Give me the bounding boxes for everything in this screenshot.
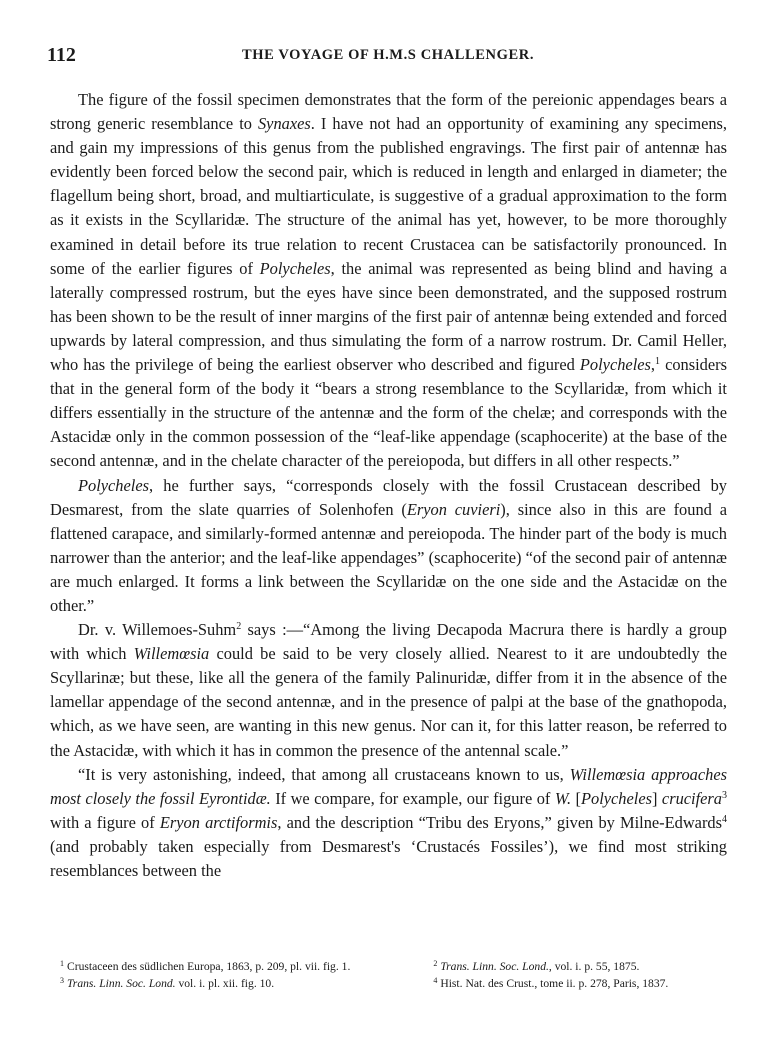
page-number: 112 (47, 44, 76, 66)
italic-text: Polycheles (259, 258, 331, 278)
paragraph (50, 474, 727, 619)
text-run: , he further says, “corresponds closely with the fossil Crustacean described by Desmarest, from the slate quarries of Solenhofen ( (50, 475, 727, 519)
body-text (50, 88, 727, 883)
footnotes (60, 958, 732, 992)
paragraph (50, 88, 727, 474)
footnote-ref: 3 (722, 789, 728, 801)
text-run: Dr. v. Willemoes-Suhm (78, 620, 237, 640)
text-run: , vol. i. p. 55, 1875. (548, 960, 640, 973)
italic-text: Polycheles (579, 355, 651, 375)
footnote (433, 975, 732, 992)
footnote-ref: 1 (655, 356, 661, 368)
italic-text: W. (554, 788, 572, 808)
text-run: , the animal was represented as being blind and having a laterally compressed rostrum, but the eyes have since been demonstrated, and the supposed rostrum has been shown to be the result of inner margins of the first pair of antennæ being extended and forced upwards by lateral compression, and thus simulating the form of a narrow rostrum. Dr. Camil Heller, who has the privilege of being the earliest observer who described and figured (50, 258, 727, 375)
text-run: says :—“Among the living Decapoda Macrura there is hardly a group with which (50, 620, 727, 664)
italic-text: Synaxes (257, 114, 311, 134)
italic-text: Polycheles (581, 788, 652, 808)
text-run: Hist. Nat. des Crust., tome ii. p. 278, Paris, 1837. (440, 977, 669, 990)
footnote-mark: 4 (433, 976, 438, 985)
italic-text: Trans. Linn. Soc. Lond. (440, 960, 549, 973)
paragraph (50, 763, 727, 883)
text-run: ] (652, 788, 662, 808)
italic-text: Eryon cuvieri (406, 499, 501, 519)
footnote-row (60, 975, 732, 992)
text-run: , and the description “Tribu des Eryons,” given by Milne-Edwards (277, 812, 722, 832)
text-run: “It is very astonishing, indeed, that among all crustaceans known to us, (78, 764, 570, 784)
footnote-mark: 3 (60, 976, 64, 985)
text-run: . I have not had an opportunity of examining any specimens, and gain my impressions of this genus from the published engravings. The first pair of antennæ has evidently been forced below the second pair, which is reduced in length and enlarged in diameter; the flagellum being short, broad, and multiarticulate, is suggestive of a gradual approximation to the form as it exists in the Scyllaridæ. The structure of the animal has yet, however, to be more thoroughly examined in detail before its true relation to recent Crustacea can be satisfactorily pronounced. In some of the earlier figures of (50, 114, 728, 278)
footnote (433, 958, 732, 975)
running-title: THE VOYAGE OF H.M.S CHALLENGER. (241, 47, 535, 63)
text-run: If we compare, for example, our figure of (270, 788, 555, 808)
page-header (47, 44, 729, 70)
footnote-mark: 1 (60, 959, 64, 968)
italic-text: crucifera (661, 788, 723, 808)
italic-text: Polycheles (78, 475, 149, 495)
italic-text: Willemœsia approaches most closely the fossil Eyrontidæ. (50, 764, 727, 808)
footnote-ref: 4 (721, 813, 727, 825)
footnote-ref: 2 (236, 621, 242, 633)
text-run: [ (571, 788, 581, 808)
text-run: vol. i. pl. xii. fig. 10. (175, 977, 275, 990)
footnote (60, 975, 433, 992)
text-run: (and probably taken especially from Desmarest's ‘Crustacés Fossiles’), we find most striking resemblances between the (50, 836, 727, 880)
text-run: ), since also in this are found a flattened carapace, and similarly-formed antennæ and pereiopoda. The hinder part of the body is much narrower than the anterior; and the leaf-like appendages” (scaphocerite) “of the second pair of antennæ are much enlarged. It forms a link between the Scyllaridæ on the one side and the Astacidæ on the other.” (50, 499, 727, 615)
italic-text: Eryon arctiformis (159, 812, 278, 832)
text-run: could be said to be very closely allied. Nearest to it are undoubtedly the Scyllarinæ; but these, like all the genera of the family Palinuridæ, differ from it in the absence of the lamellar appendage of the second antennæ, and in the presence of palpi at the base of the gnathopoda, which, as we have seen, are wanting in this new genus. Nor can it, for this latter reason, be referred to the Astacidæ, with which it has in common the presence of the antennal scale.” (50, 644, 727, 760)
paragraph (50, 618, 727, 763)
footnote-row (60, 958, 732, 975)
text-run: Crustaceen des südlichen Europa, 1863, p. 209, pl. vii. fig. 1. (67, 960, 351, 973)
italic-text: Willemœsia (133, 644, 210, 664)
text-run: considers that in the general form of the body it “bears a strong resemblance to the Scyllaridæ, from which it differs essentially in the structure of the antennæ and the form of the chelæ; and corresponds with the Astacidæ only in the common possession of the “leaf-like appendage (scaphocerite) at the base of the second antennæ, and in the chelate character of the pereiopoda, but differs in all other respects.” (50, 355, 727, 471)
italic-text: Trans. Linn. Soc. Lond. (67, 977, 176, 990)
text-run: with a figure of (50, 812, 160, 832)
text-run: , (650, 355, 656, 375)
text-run: The figure of the fossil specimen demonstrates that the form of the pereionic appendages bears a strong generic resemblance to (50, 90, 727, 134)
footnote (60, 958, 433, 975)
footnote-mark: 2 (433, 959, 438, 968)
